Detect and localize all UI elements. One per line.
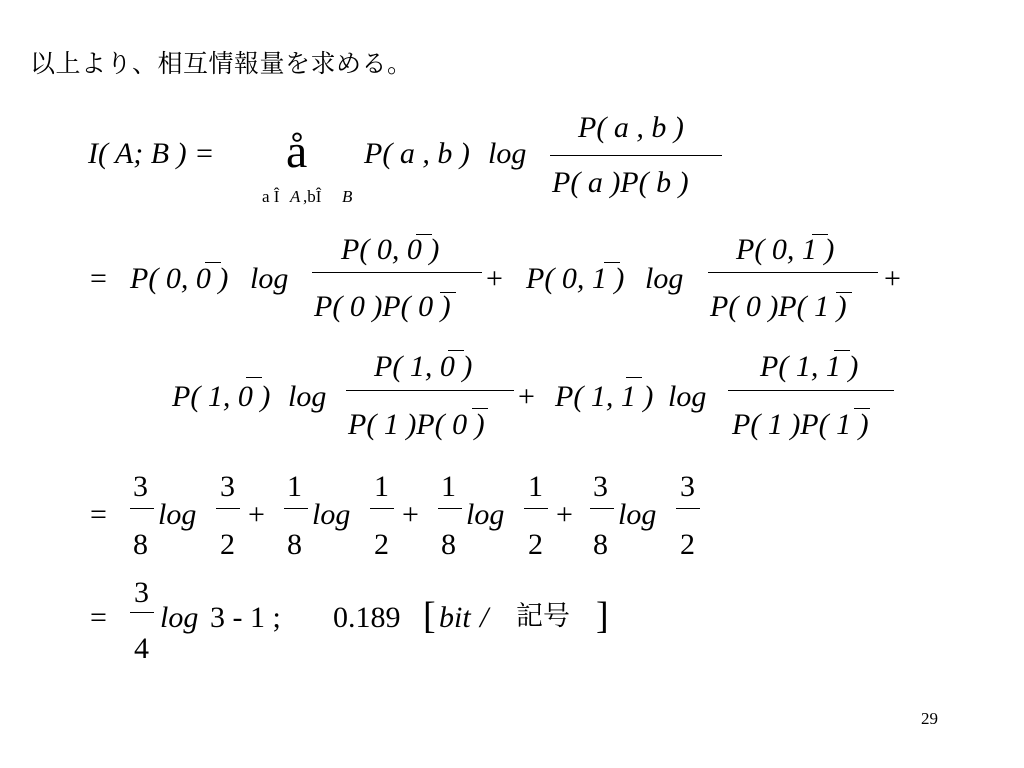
eq3-term3-numerator: P( 1, 0 ) — [374, 350, 473, 383]
eq5-denominator: 4 — [134, 632, 149, 665]
eq1-fraction-bar — [550, 155, 722, 156]
sum-symbol: å — [286, 125, 308, 178]
eq5-numerator: 3 — [134, 576, 149, 609]
eq4-term1-arg-fraction-bar — [216, 508, 240, 509]
eq2-term1-den-overbar — [440, 292, 456, 293]
eq4-term4-log: log — [618, 498, 657, 531]
eq2-term1-denominator: P( 0 )P( 0 ) — [314, 290, 451, 323]
eq3-term3-den-overbar — [472, 408, 488, 409]
sum-subscript-a: a Î — [262, 187, 280, 206]
slide-title: 以上より、相互情報量を求める。 — [30, 49, 413, 78]
eq4-term4-arg-fraction-bar — [676, 508, 700, 509]
eq4-term2-arg-fraction-bar — [370, 508, 394, 509]
eq2-term2-coef-overbar — [604, 262, 620, 263]
eq4-term1-log: log — [158, 498, 197, 531]
eq3-term3-num-overbar — [448, 350, 464, 351]
eq4-term4-coef-numerator: 3 — [593, 470, 608, 503]
eq3-term3-log: log — [288, 380, 327, 413]
eq2-term1-log: log — [250, 262, 289, 295]
eq5-unit-slash: / — [480, 601, 489, 634]
eq4-term2-coef-numerator: 1 — [287, 470, 302, 503]
eq4-plus-1: + — [248, 498, 265, 531]
eq4-term1-coef-numerator: 3 — [133, 470, 148, 503]
eq4-equals: = — [90, 498, 107, 531]
eq4-term3-arg-fraction-bar — [524, 508, 548, 509]
eq2-term2-den-overbar — [836, 292, 852, 293]
eq4-term3-arg-numerator: 1 — [528, 470, 543, 503]
eq2-term2-numerator: P( 0, 1 ) — [736, 233, 835, 266]
eq2-plus-2: + — [884, 262, 901, 295]
eq1-lhs: I( A; B ) = — [88, 137, 215, 170]
eq3-term3-coef-overbar — [246, 377, 262, 378]
eq1-numerator: P( a , b ) — [578, 111, 684, 144]
eq4-term3-coef-fraction-bar — [438, 508, 462, 509]
eq2-term1-num-overbar — [416, 234, 432, 235]
sum-subscript-B: B — [342, 187, 353, 206]
eq4-term4-arg-numerator: 3 — [680, 470, 695, 503]
eq2-plus-1: + — [486, 262, 503, 295]
eq3-term4-coef-overbar — [626, 377, 642, 378]
eq3-term4-num-overbar — [834, 350, 850, 351]
eq4-term4-coef-fraction-bar — [590, 508, 614, 509]
eq4-term3-coef-denominator: 8 — [441, 528, 456, 561]
eq3-term3-denominator: P( 1 )P( 0 ) — [348, 408, 485, 441]
eq2-term1-coef: P( 0, 0 ) — [130, 262, 229, 295]
eq3-term3-fraction-bar — [346, 390, 514, 391]
eq3-term3-coef: P( 1, 0 ) — [172, 380, 271, 413]
eq5-unit-open-bracket: [ — [423, 595, 436, 637]
eq4-term2-coef-fraction-bar — [284, 508, 308, 509]
eq4-term3-coef-numerator: 1 — [441, 470, 456, 503]
eq2-equals: = — [90, 262, 107, 295]
eq5-equals: = — [90, 601, 107, 634]
eq2-term1-numerator: P( 0, 0 ) — [341, 233, 440, 266]
eq5-unit-close-bracket: ] — [596, 595, 609, 637]
eq5-unit-kanji: 記号 — [516, 601, 570, 632]
eq3-term4-den-overbar — [854, 408, 870, 409]
eq4-term4-coef-denominator: 8 — [593, 528, 608, 561]
eq4-term3-log: log — [466, 498, 505, 531]
page-number: 29 — [921, 709, 938, 728]
eq2-term2-fraction-bar — [708, 272, 878, 273]
eq1-joint-prob: P( a , b ) — [364, 137, 470, 170]
eq1-log: log — [488, 137, 527, 170]
eq3-term4-numerator: P( 1, 1 ) — [760, 350, 859, 383]
eq2-term2-log: log — [645, 262, 684, 295]
eq4-term1-coef-fraction-bar — [130, 508, 154, 509]
eq1-denominator: P( a )P( b ) — [552, 166, 689, 199]
eq2-term1-coef-overbar — [205, 262, 221, 263]
eq4-term1-arg-numerator: 3 — [220, 470, 235, 503]
eq4-term4-arg-denominator: 2 — [680, 528, 695, 561]
eq4-plus-2: + — [402, 498, 419, 531]
eq2-term1-fraction-bar — [312, 272, 482, 273]
sum-subscript-A: A — [290, 187, 301, 206]
eq5-expression: 3 - 1 ; — [210, 601, 281, 634]
eq3-term4-coef: P( 1, 1 ) — [555, 380, 654, 413]
eq5-value: 0.189 — [333, 601, 401, 634]
eq3-plus: + — [518, 380, 535, 413]
eq4-term2-log: log — [312, 498, 351, 531]
eq4-term2-coef-denominator: 8 — [287, 528, 302, 561]
eq3-term4-fraction-bar — [728, 390, 894, 391]
eq3-term4-log: log — [668, 380, 707, 413]
eq5-unit-bit: bit — [439, 601, 471, 634]
eq2-term2-denominator: P( 0 )P( 1 ) — [710, 290, 847, 323]
eq3-term4-denominator: P( 1 )P( 1 ) — [732, 408, 869, 441]
eq4-term1-coef-denominator: 8 — [133, 528, 148, 561]
eq4-term3-arg-denominator: 2 — [528, 528, 543, 561]
sum-subscript-b: ,bÎ — [303, 187, 322, 206]
eq4-term1-arg-denominator: 2 — [220, 528, 235, 561]
eq2-term2-num-overbar — [812, 234, 828, 235]
eq4-plus-3: + — [556, 498, 573, 531]
eq4-term2-arg-numerator: 1 — [374, 470, 389, 503]
eq4-term2-arg-denominator: 2 — [374, 528, 389, 561]
eq5-fraction-bar — [130, 612, 154, 613]
eq2-term2-coef: P( 0, 1 ) — [526, 262, 625, 295]
eq5-log: log — [160, 601, 199, 634]
